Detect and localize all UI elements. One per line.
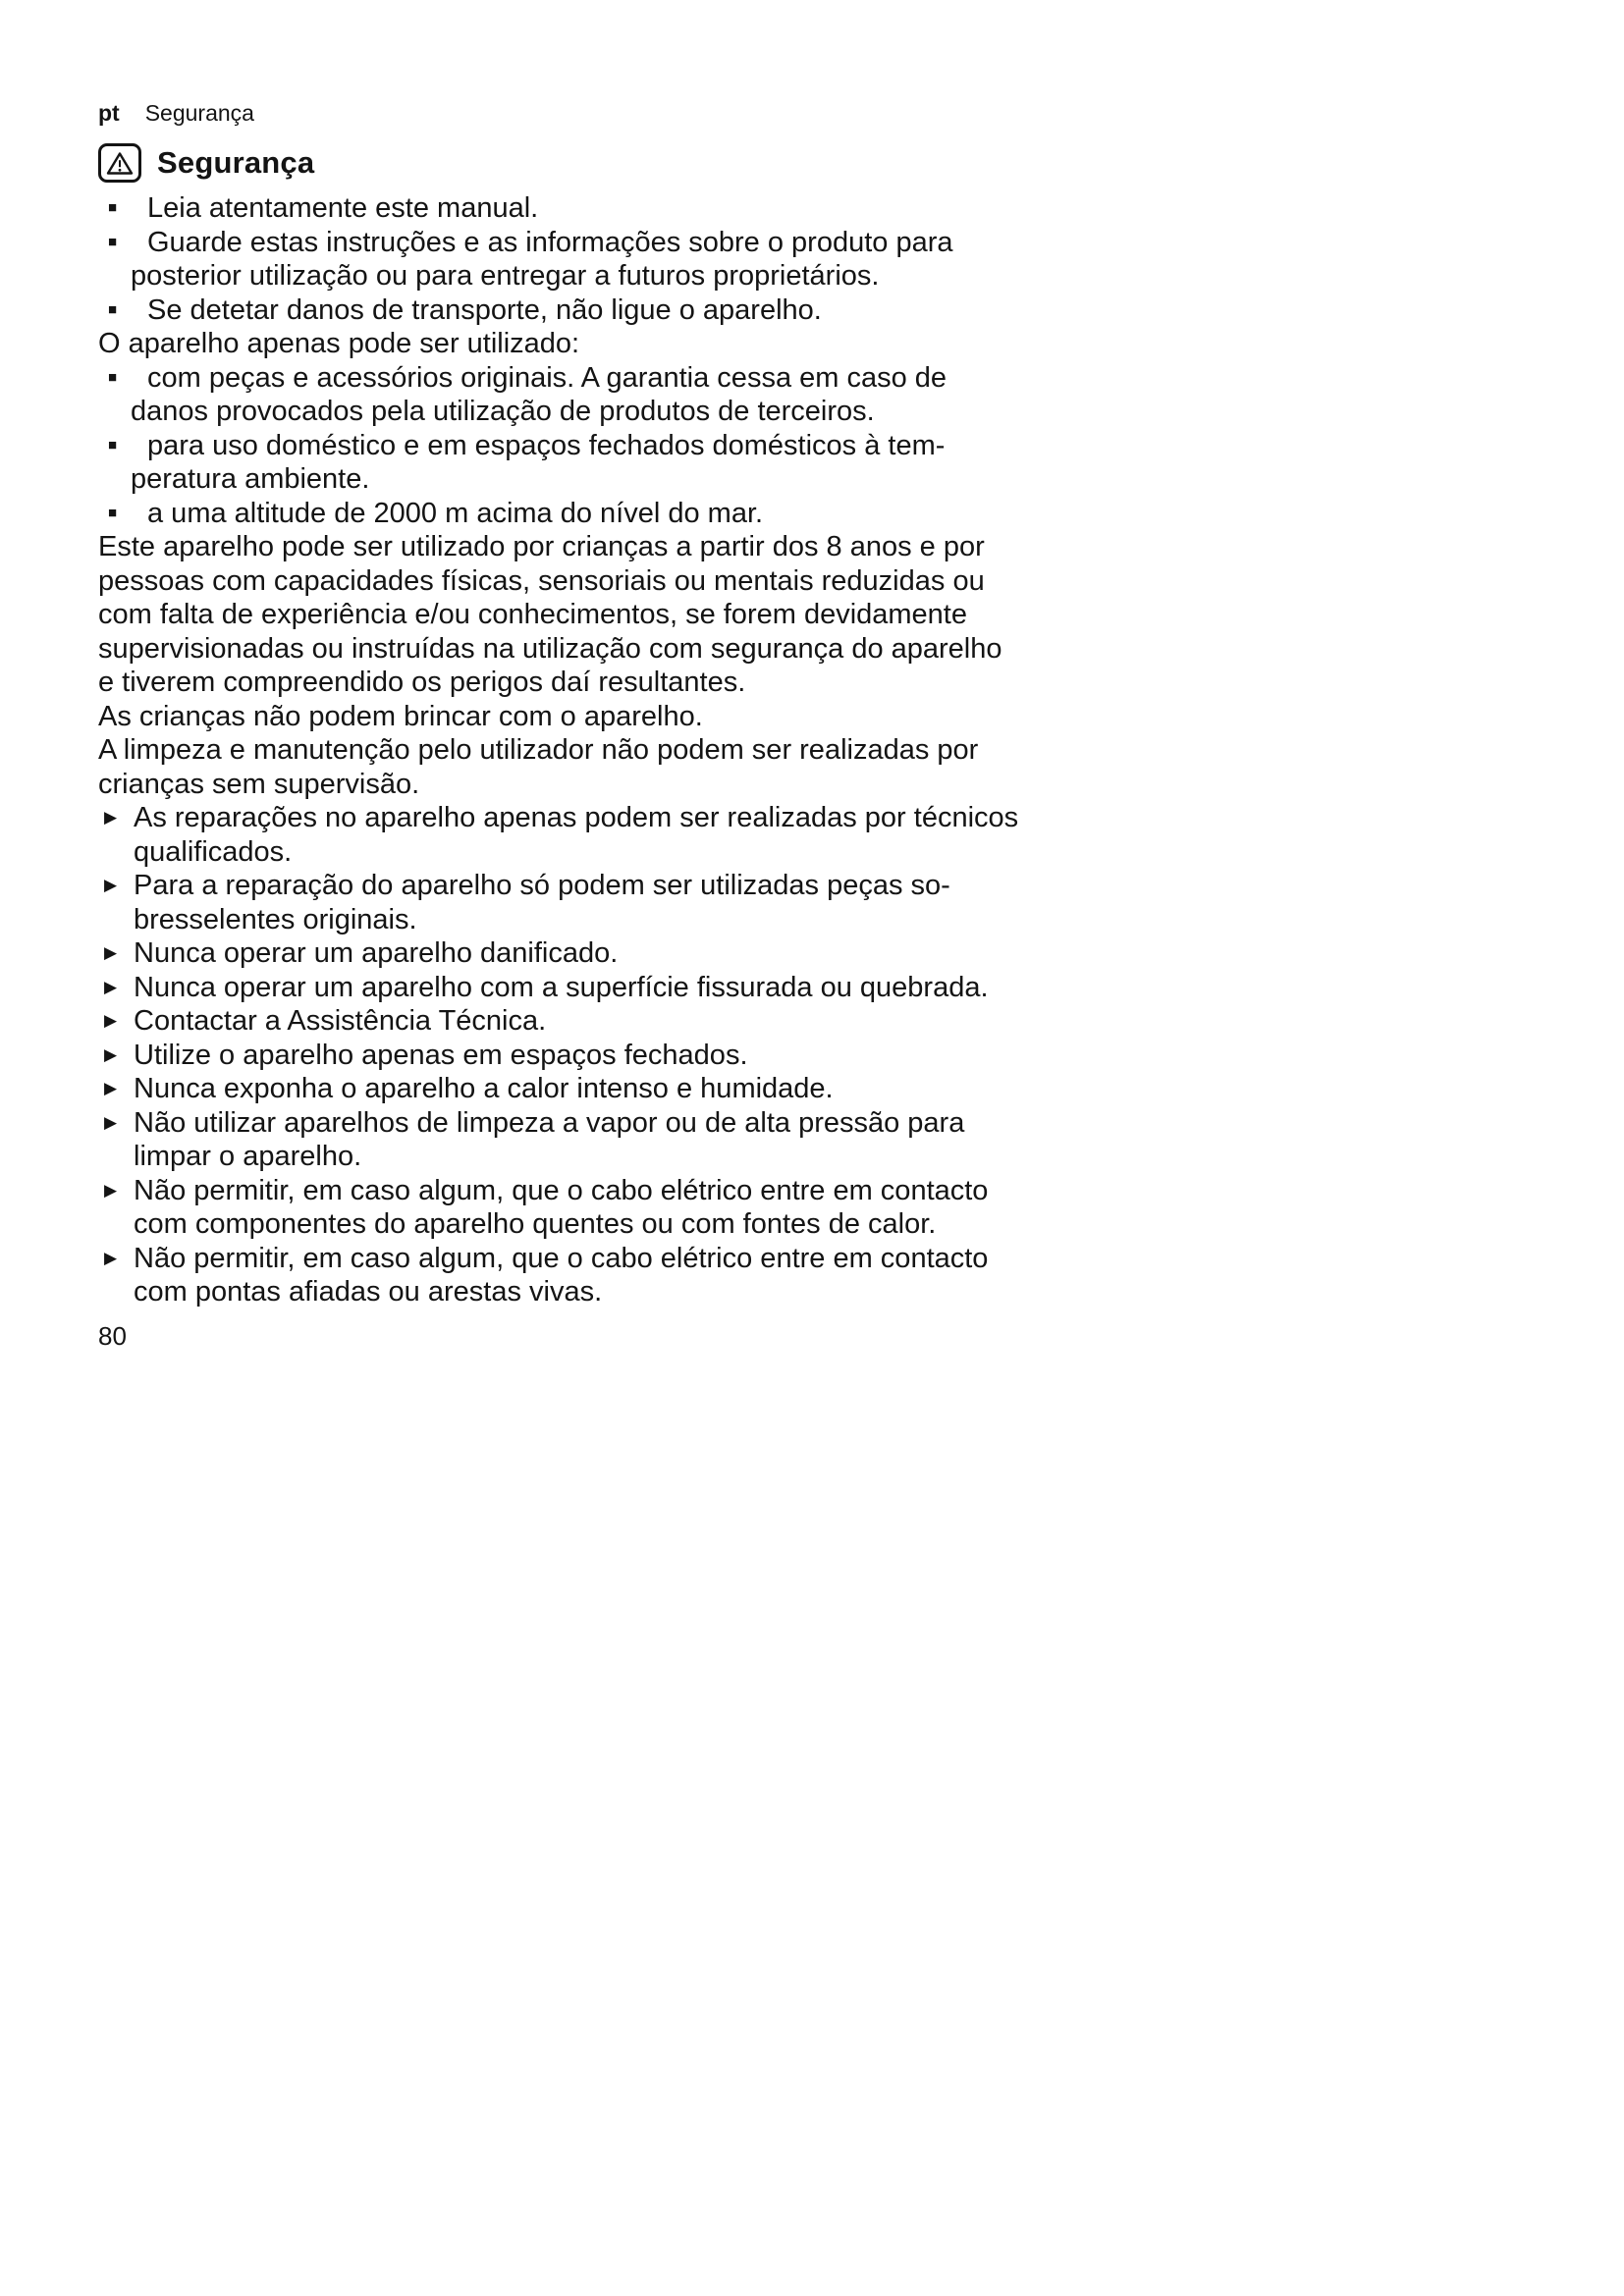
- instruction-item: [98, 1004, 1021, 1039]
- paragraph: [98, 530, 1021, 700]
- arrow-bullet-icon: ▶: [104, 808, 118, 827]
- page-number: 80: [98, 1320, 127, 1351]
- arrow-bullet-icon: ▶: [104, 1044, 118, 1064]
- body-text: [98, 191, 1021, 1309]
- paragraph-text: O aparelho apenas pode ser utilizado:: [98, 328, 580, 359]
- page-header: [98, 100, 1021, 126]
- paragraph: [98, 700, 1021, 734]
- square-bullet-icon: ■: [108, 504, 118, 521]
- section-title: Segurança: [157, 145, 315, 180]
- warning-triangle-icon: [98, 143, 141, 183]
- instruction-item: [98, 936, 1021, 971]
- instruction-text: Não permitir, em caso algum, que o cabo elétrico entre em contacto com pontas afiadas ou arestas vivas.: [134, 1242, 989, 1308]
- page-content: [98, 100, 1021, 1351]
- list-item: [98, 497, 1021, 531]
- list-item-text: Se detetar danos de transporte, não ligue o aparelho.: [147, 294, 822, 326]
- paragraph: [98, 327, 1021, 361]
- list-item-text: Leia atentamente este manual.: [147, 192, 539, 224]
- arrow-bullet-icon: ▶: [104, 1011, 118, 1030]
- instruction-text: Não utilizar aparelhos de limpeza a vapor ou de alta pressão para limpar o aparelho.: [134, 1106, 965, 1172]
- paragraph: [98, 733, 1021, 801]
- list-item-text: para uso doméstico e em espaços fechados domésticos à temperatura ambiente.: [131, 429, 946, 495]
- section-title-row: [98, 141, 1021, 185]
- instruction-text: Utilize o aparelho apenas em espaços fechados.: [134, 1039, 748, 1071]
- square-bullet-icon: ■: [108, 436, 118, 454]
- instruction-item: [98, 869, 1021, 936]
- square-bullet-icon: ■: [108, 199, 118, 216]
- chapter-label: Segurança: [144, 100, 254, 126]
- instruction-item: [98, 1039, 1021, 1073]
- arrow-bullet-icon: ▶: [104, 977, 118, 996]
- instruction-text: Não permitir, em caso algum, que o cabo elétrico entre em contacto com componentes do aparelho quentes ou com fontes de calor.: [134, 1174, 989, 1240]
- arrow-bullet-icon: ▶: [104, 1180, 118, 1200]
- list-item-text: com peças e acessórios originais. A garantia cessa em caso de danos provocados pela utilização de produtos de terceiros.: [131, 361, 947, 427]
- list-item: [98, 429, 1021, 497]
- instruction-item: [98, 971, 1021, 1005]
- list-item: [98, 191, 1021, 226]
- paragraph-text: A limpeza e manutenção pelo utilizador não podem ser realizadas por crianças sem supervisão.: [98, 734, 979, 800]
- arrow-bullet-icon: ▶: [104, 1112, 118, 1132]
- list-item-text: a uma altitude de 2000 m acima do nível do mar.: [147, 497, 764, 529]
- list-item: [98, 361, 1021, 429]
- arrow-bullet-icon: ▶: [104, 943, 118, 962]
- arrow-bullet-icon: ▶: [104, 1079, 118, 1097]
- square-bullet-icon: ■: [108, 368, 118, 386]
- square-bullet-icon: ■: [108, 300, 118, 318]
- instruction-item: [98, 1174, 1021, 1242]
- language-code: pt: [98, 100, 120, 126]
- instruction-item: [98, 801, 1021, 869]
- instruction-text: Nunca exponha o aparelho a calor intenso e humidade.: [134, 1073, 834, 1104]
- arrow-bullet-icon: ▶: [104, 1248, 118, 1267]
- paragraph-text: Este aparelho pode ser utilizado por crianças a partir dos 8 anos e por pessoas com capacidades físicas, sensoriais ou mentais reduzidas ou com falta de experiência e/ou conhecimentos, se forem devidamente supervisionadas ou instruídas na utilização com segurança do aparelho e tiverem compreendido os perigos daí resultantes.: [98, 531, 1002, 698]
- instruction-text: Nunca operar um aparelho danificado.: [134, 937, 619, 969]
- paragraph-text: As crianças não podem brincar com o aparelho.: [98, 700, 703, 732]
- arrow-bullet-icon: ▶: [104, 876, 118, 894]
- instruction-text: Contactar a Assistência Técnica.: [134, 1005, 547, 1037]
- list-item-text: Guarde estas instruções e as informações sobre o produto para posterior utilização ou para entregar a futuros proprietários.: [131, 226, 953, 292]
- instruction-item: [98, 1072, 1021, 1106]
- instruction-item: [98, 1106, 1021, 1174]
- instruction-text: Para a reparação do aparelho só podem ser utilizadas peças sobresselentes originais.: [134, 870, 950, 935]
- instruction-item: [98, 1242, 1021, 1309]
- instruction-text: Nunca operar um aparelho com a superfície fissurada ou quebrada.: [134, 971, 989, 1003]
- instruction-text: As reparações no aparelho apenas podem ser realizadas por técnicos qualificados.: [134, 802, 1019, 868]
- list-item: [98, 226, 1021, 294]
- square-bullet-icon: ■: [108, 233, 118, 250]
- list-item: [98, 294, 1021, 328]
